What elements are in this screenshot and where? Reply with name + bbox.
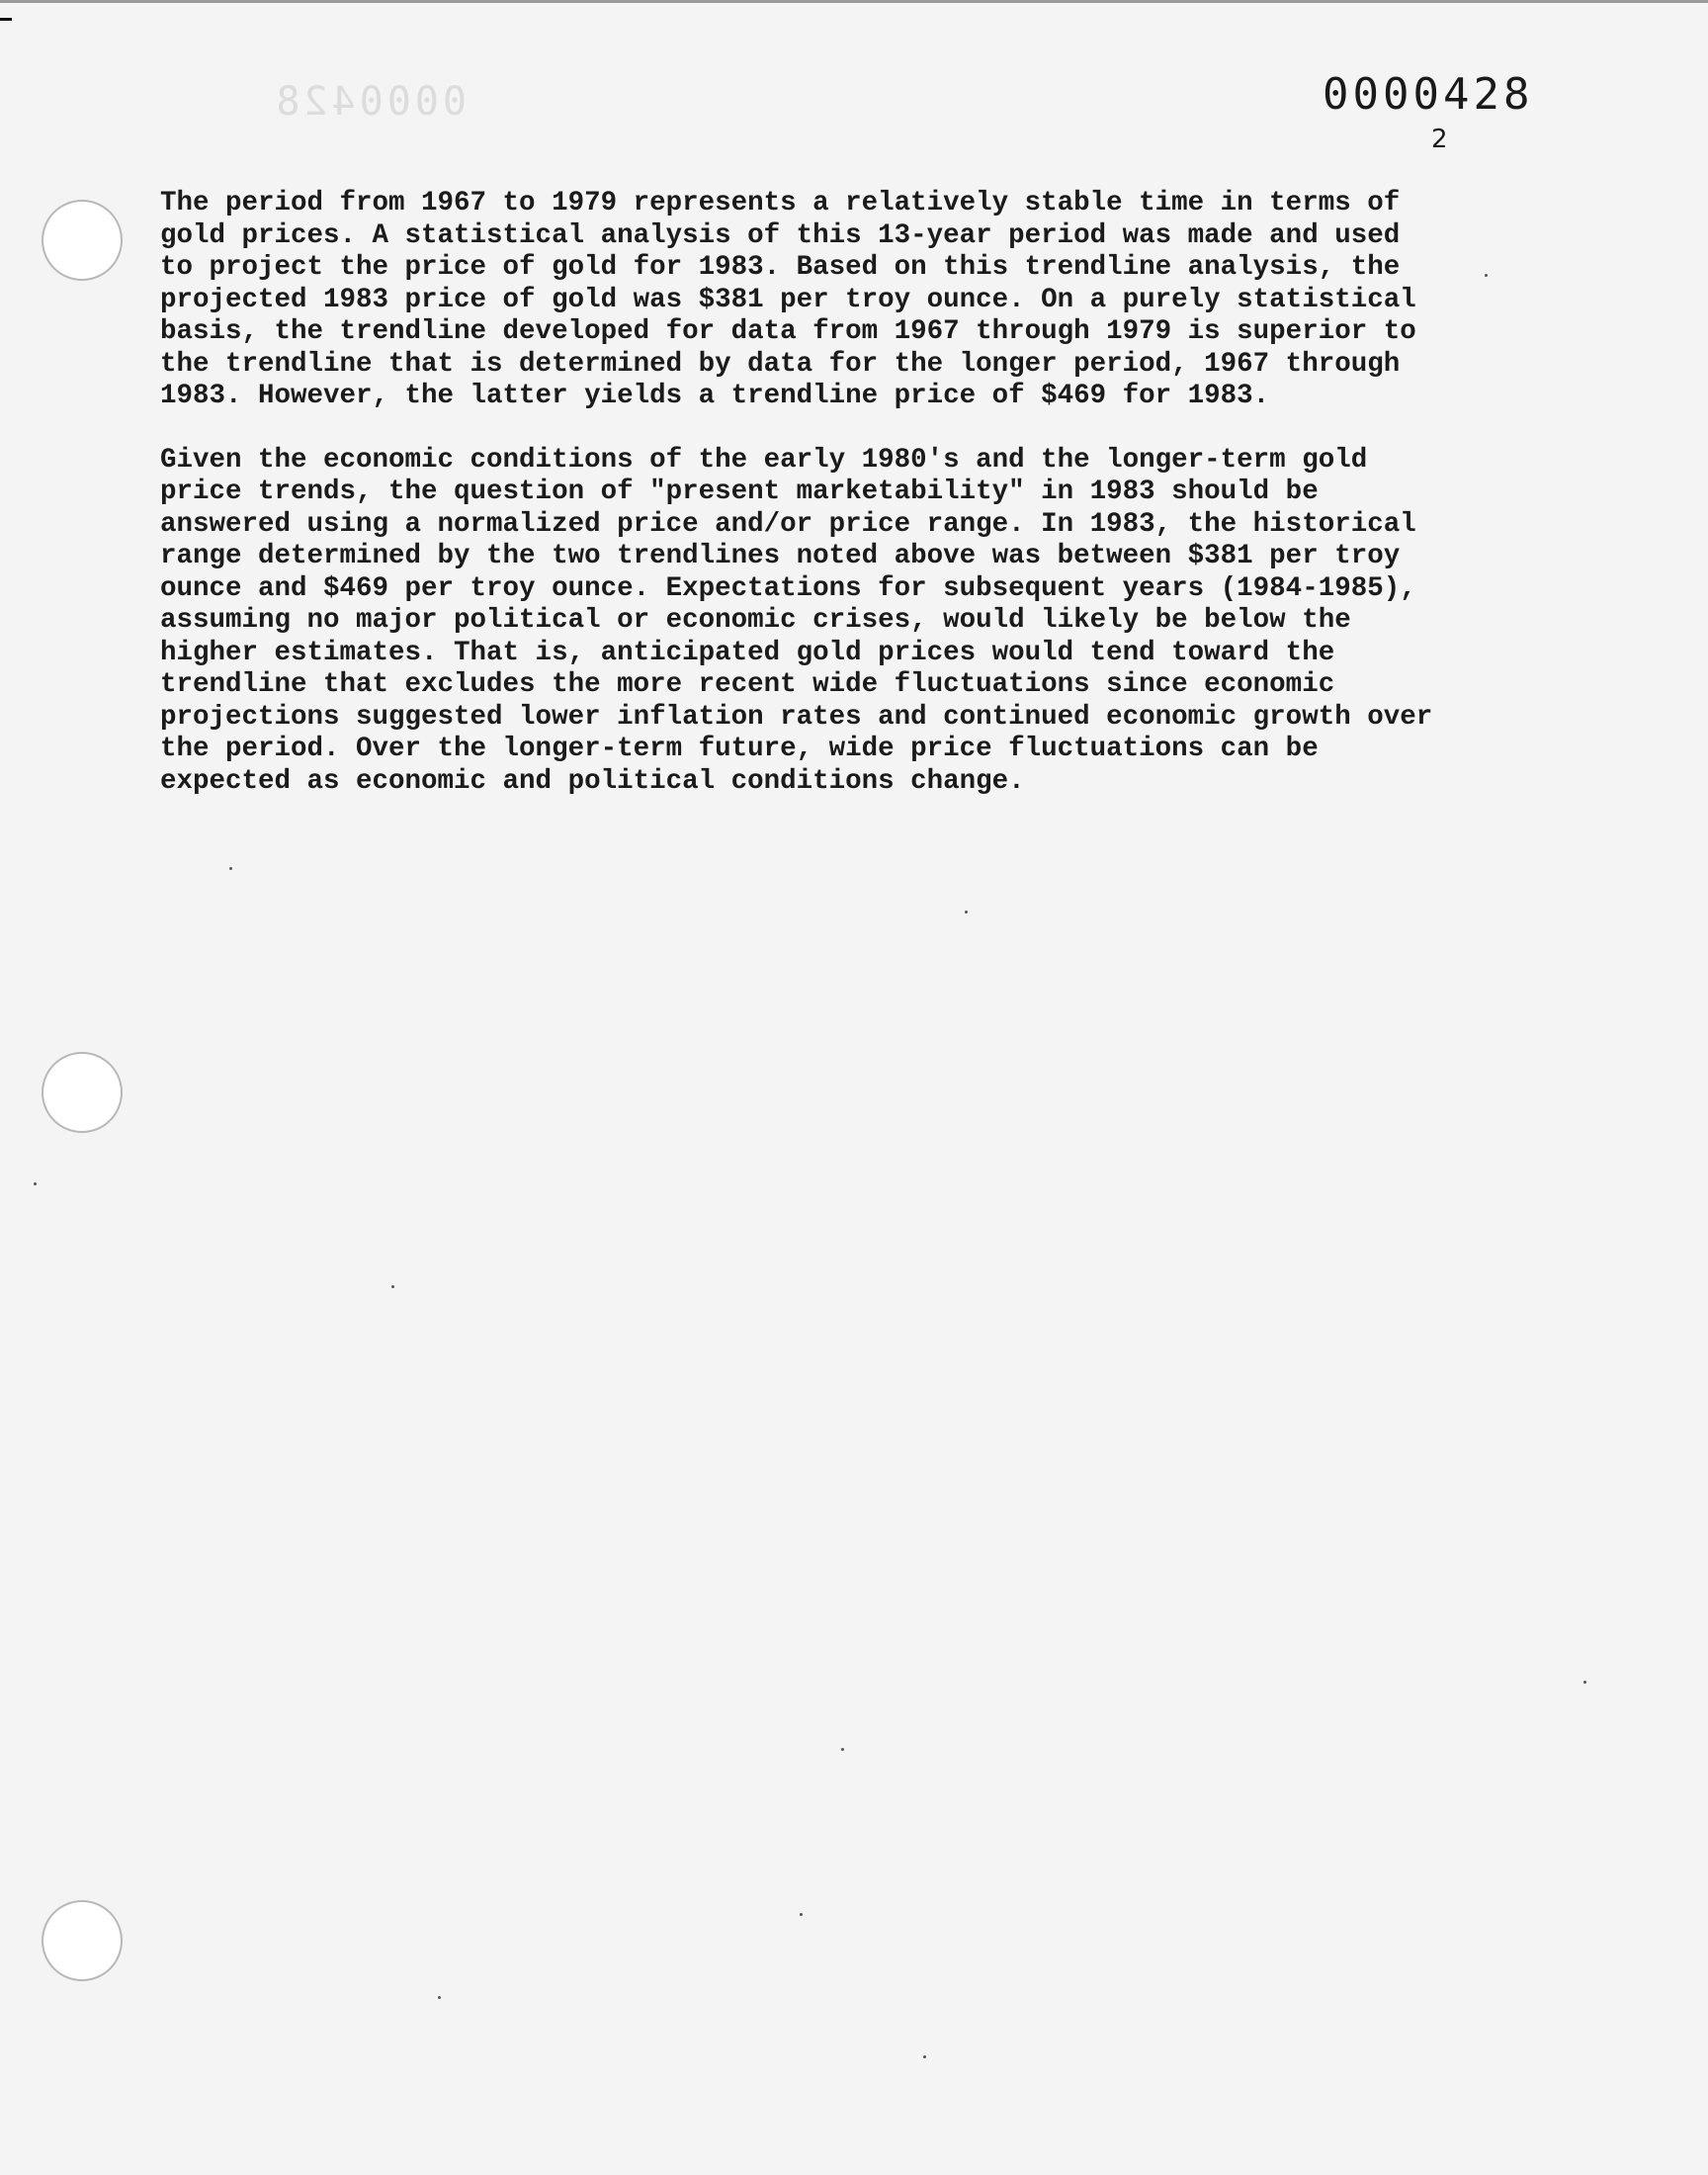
text-line: gold prices. A statistical analysis of this 13-year period was made and used <box>160 219 1401 251</box>
bleed-through-number: 0000428 <box>272 79 467 125</box>
paragraph-1 <box>160 188 1465 413</box>
paragraph-2 <box>160 445 1465 799</box>
text-line: answered using a normalized price and/or price range. In 1983, the historical <box>160 508 1416 540</box>
text-line: the trendline that is determined by data for the longer period, 1967 through <box>160 348 1401 380</box>
text-line: Given the economic conditions of the early 1980's and the longer-term gold <box>160 444 1368 476</box>
scan-edge <box>0 0 1708 3</box>
scan-speck <box>800 1913 803 1916</box>
scan-speck <box>1583 1681 1586 1684</box>
document-number: 0000428 <box>1323 69 1534 120</box>
text-line: expected as economic and political conditions change. <box>160 765 1025 797</box>
text-line: projected 1983 price of gold was $381 per troy ounce. On a purely statistical <box>160 284 1416 315</box>
text-line: The period from 1967 to 1979 represents a relatively stable time in terms of <box>160 188 1401 218</box>
punch-hole <box>42 200 123 281</box>
scan-speck <box>34 1182 37 1185</box>
scan-speck <box>391 1285 394 1288</box>
text-line: range determined by the two trendlines noted above was between $381 per troy <box>160 541 1401 571</box>
text-line: ounce and $469 per troy ounce. Expectations for subsequent years (1984-1985), <box>160 572 1416 604</box>
page-number: 2 <box>1431 125 1448 154</box>
scan-speck <box>229 867 232 870</box>
scan-mark <box>0 18 12 21</box>
text-line: the period. Over the longer-term future, wide price fluctuations can be <box>160 734 1319 764</box>
scan-speck <box>841 1748 844 1751</box>
body-text <box>160 188 1465 829</box>
text-line: price trends, the question of "present marketability" in 1983 should be <box>160 477 1319 507</box>
punch-hole <box>42 1052 123 1133</box>
punch-hole <box>42 1900 123 1981</box>
scan-speck <box>923 2055 926 2058</box>
text-line: basis, the trendline developed for data from 1967 through 1979 is superior to <box>160 316 1416 347</box>
text-line: 1983. However, the latter yields a trendline price of $469 for 1983. <box>160 381 1270 411</box>
scan-speck <box>438 1996 441 1999</box>
text-line: higher estimates. That is, anticipated gold prices would tend toward the <box>160 637 1335 668</box>
text-line: to project the price of gold for 1983. Based on this trendline analysis, the <box>160 252 1401 283</box>
text-line: trendline that excludes the more recent wide fluctuations since economic <box>160 669 1335 700</box>
text-line: projections suggested lower inflation rates and continued economic growth over <box>160 701 1433 733</box>
text-line: assuming no major political or economic crises, would likely be below the <box>160 605 1351 636</box>
scan-speck <box>1485 274 1488 277</box>
scan-speck <box>965 911 968 914</box>
